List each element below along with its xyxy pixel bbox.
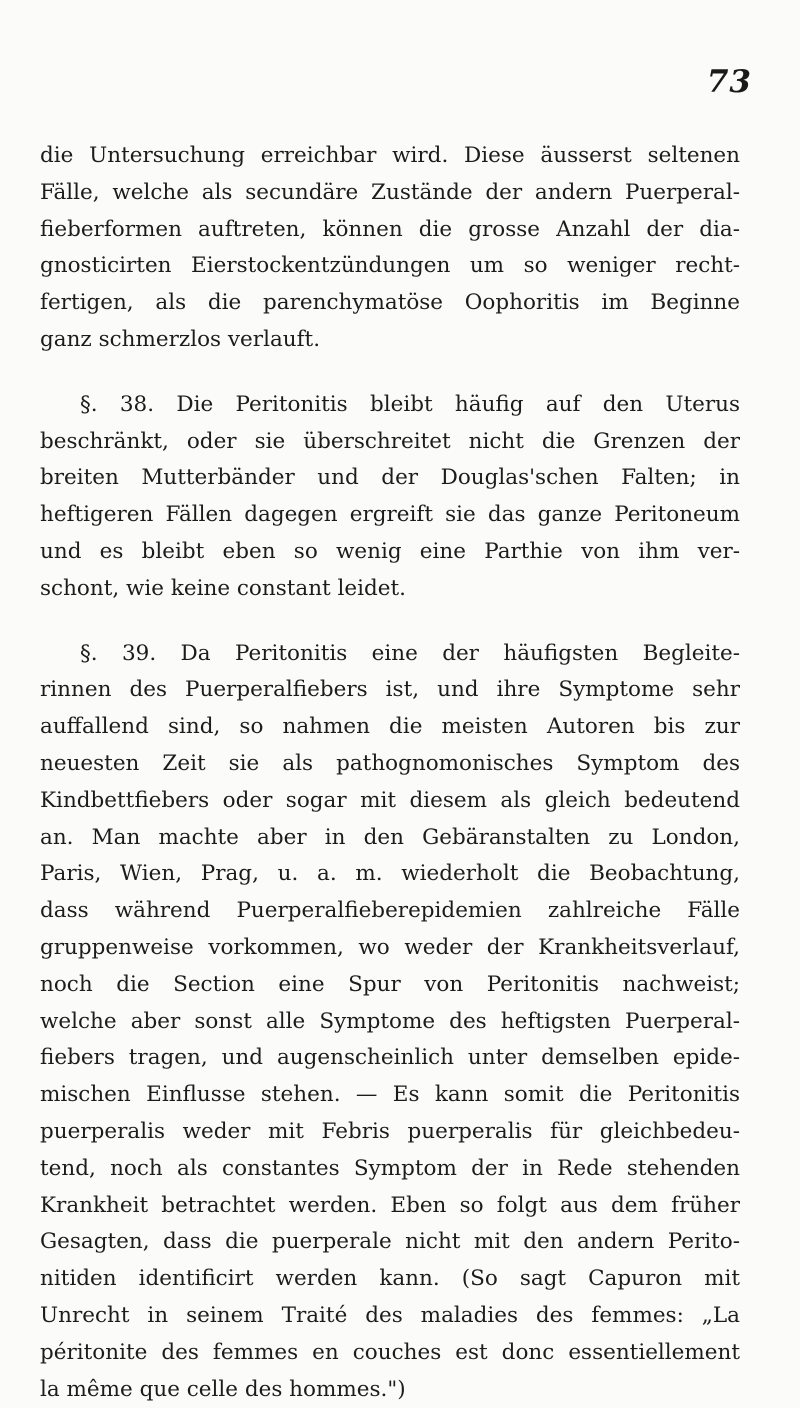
text-line: beschränkt, oder sie überschreitet nicht die Grenzen der	[40, 424, 740, 461]
text-line: Kindbettfiebers oder sogar mit diesem als gleich bedeutend	[40, 783, 740, 820]
text-line: fertigen, als die parenchymatöse Oophoritis im Beginne	[40, 285, 740, 322]
text-line: dass während Puerperalfieberepidemien zahlreiche Fälle	[40, 893, 740, 930]
text-line: Paris, Wien, Prag, u. a. m. wiederholt die Beobachtung,	[40, 856, 740, 893]
paragraph-section-38	[40, 387, 740, 608]
text-line: péritonite des femmes en couches est donc essentiellement	[40, 1335, 740, 1372]
text-line: Unrecht in seinem Traité des maladies des femmes: „La	[40, 1298, 740, 1335]
text-line: mischen Einflusse stehen. — Es kann somit die Peritonitis	[40, 1077, 740, 1114]
text-line: welche aber sonst alle Symptome des heftigsten Puerperal-	[40, 1004, 740, 1041]
paragraph-section-39	[40, 636, 740, 1408]
body-text	[40, 138, 740, 1408]
text-line: gnosticirten Eierstockentzündungen um so weniger recht-	[40, 248, 740, 285]
paragraph-1	[40, 138, 740, 359]
paragraph-gap	[40, 359, 740, 387]
text-line: heftigeren Fällen dagegen ergreift sie das ganze Peritoneum	[40, 497, 740, 534]
text-line: §. 38. Die Peritonitis bleibt häufig auf den Uterus	[40, 387, 740, 424]
text-line: §. 39. Da Peritonitis eine der häufigsten Begleite-	[40, 636, 740, 673]
text-line: an. Man machte aber in den Gebäranstalten zu London,	[40, 820, 740, 857]
text-line: und es bleibt eben so wenig eine Parthie von ihm ver-	[40, 534, 740, 571]
text-line: Krankheit betrachtet werden. Eben so folgt aus dem früher	[40, 1188, 740, 1225]
text-line: die Untersuchung erreichbar wird. Diese äusserst seltenen	[40, 138, 740, 175]
text-line: ganz schmerzlos verlauft.	[40, 322, 740, 359]
text-line: gruppenweise vorkommen, wo weder der Krankheitsverlauf,	[40, 930, 740, 967]
text-line: neuesten Zeit sie als pathognomonisches Symptom des	[40, 746, 740, 783]
text-line: fieberformen auftreten, können die grosse Anzahl der dia-	[40, 212, 740, 249]
text-line: noch die Section eine Spur von Peritonitis nachweist;	[40, 967, 740, 1004]
text-line: schont, wie keine constant leidet.	[40, 571, 740, 608]
text-line: fiebers tragen, und augenscheinlich unter demselben epide-	[40, 1040, 740, 1077]
text-line: tend, noch als constantes Symptom der in Rede stehenden	[40, 1151, 740, 1188]
text-line: la même que celle des hommes.")	[40, 1372, 740, 1408]
text-line: auffallend sind, so nahmen die meisten Autoren bis zur	[40, 709, 740, 746]
text-line: Fälle, welche als secundäre Zustände der andern Puerperal-	[40, 175, 740, 212]
text-line: breiten Mutterbänder und der Douglas'schen Falten; in	[40, 460, 740, 497]
text-line: rinnen des Puerperalfiebers ist, und ihre Symptome sehr	[40, 672, 740, 709]
paragraph-gap	[40, 608, 740, 636]
text-line: nitiden identificirt werden kann. (So sagt Capuron mit	[40, 1261, 740, 1298]
text-line: puerperalis weder mit Febris puerperalis für gleichbedeu-	[40, 1114, 740, 1151]
page-number: 73	[707, 64, 752, 100]
text-line: Gesagten, dass die puerperale nicht mit den andern Perito-	[40, 1224, 740, 1261]
